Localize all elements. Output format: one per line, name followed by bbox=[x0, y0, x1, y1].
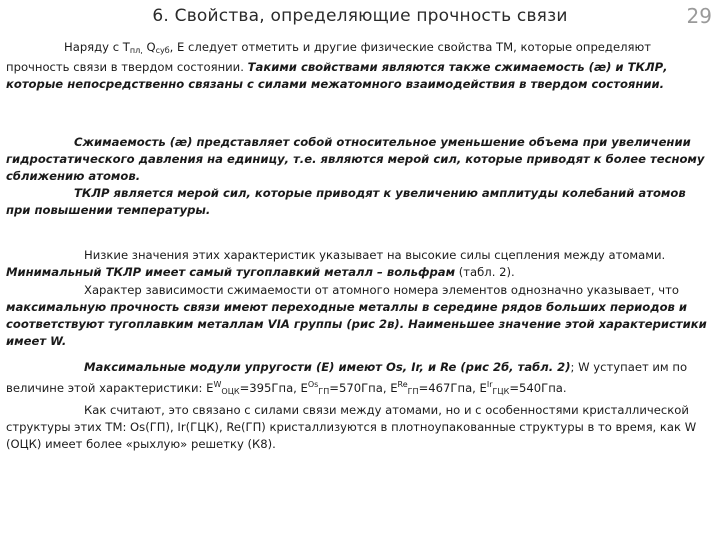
slide-title: 6. Свойства, определяющие прочность связи bbox=[152, 6, 568, 26]
paragraph-intro: Наряду с $T_{пл,}$ $Q_{суб}$, E следует отметить и другие физические свойства ТМ, которые определяют прочность связи в твердом состоянии. Такими свойствами являются также сжимаемость (æ) и ТКЛР, которые непосредственно связаны с силами межатомного взаимодействия в твердом состоянии. bbox=[6, 40, 668, 91]
paragraph-character: Характер зависимости сжимаемости от атомного номера элементов однозначно указывает, что максимальную прочность связи имеют переходные металлы в середине рядов больших периодов и соответствуют тугоплавким металлам VIA группы (рис 2в). Наименьшее значение этой характеристики имеет W. bbox=[6, 283, 707, 348]
paragraph-tklr: ТКЛР является мерой сил, которые приводят к увеличению амплитуды колебаний атомов при повышении температуры. bbox=[6, 186, 686, 217]
paragraph-low-values: Низкие значения этих характеристик указывает на высокие силы сцепления между атомами. Минимальный ТКЛР имеет самый тугоплавкий металл – вольфрам (табл. 2). bbox=[6, 248, 666, 279]
paragraph-explanation: Как считают, это связано с силами связи между атомами, но и с особенностями кристаллической структуры этих ТМ: Os(ГП), Ir(ГЦК), Re(ГП) кристаллизуются в плотноупакованные структуры в то время, как W (ОЦК) имеет более «рыхлую» решетку (К8). bbox=[6, 403, 697, 451]
paragraph-compressibility: Сжимаемость (æ) представляет собой относительное уменьшение объема при увеличении гидростатического давления на единицу, т.е. являются мерой сил, которые приводят к более тесному сближению атомов. bbox=[6, 135, 705, 183]
page-number: 29 bbox=[686, 4, 712, 28]
paragraph-elastic-modulus: Максимальные модули упругости (Е) имеют Os, Ir, и Re (рис 2б, табл. 2); W уступает им по величине этой характеристики: $E^W_{ОЦК}=395Гпа$, $E^{Os}_{ГП}=570Гпа$, $E^{Re}_{ГП}=467Гпа$, $E^{Ir}_{ГЦК}=540Гпа$. bbox=[6, 360, 688, 396]
